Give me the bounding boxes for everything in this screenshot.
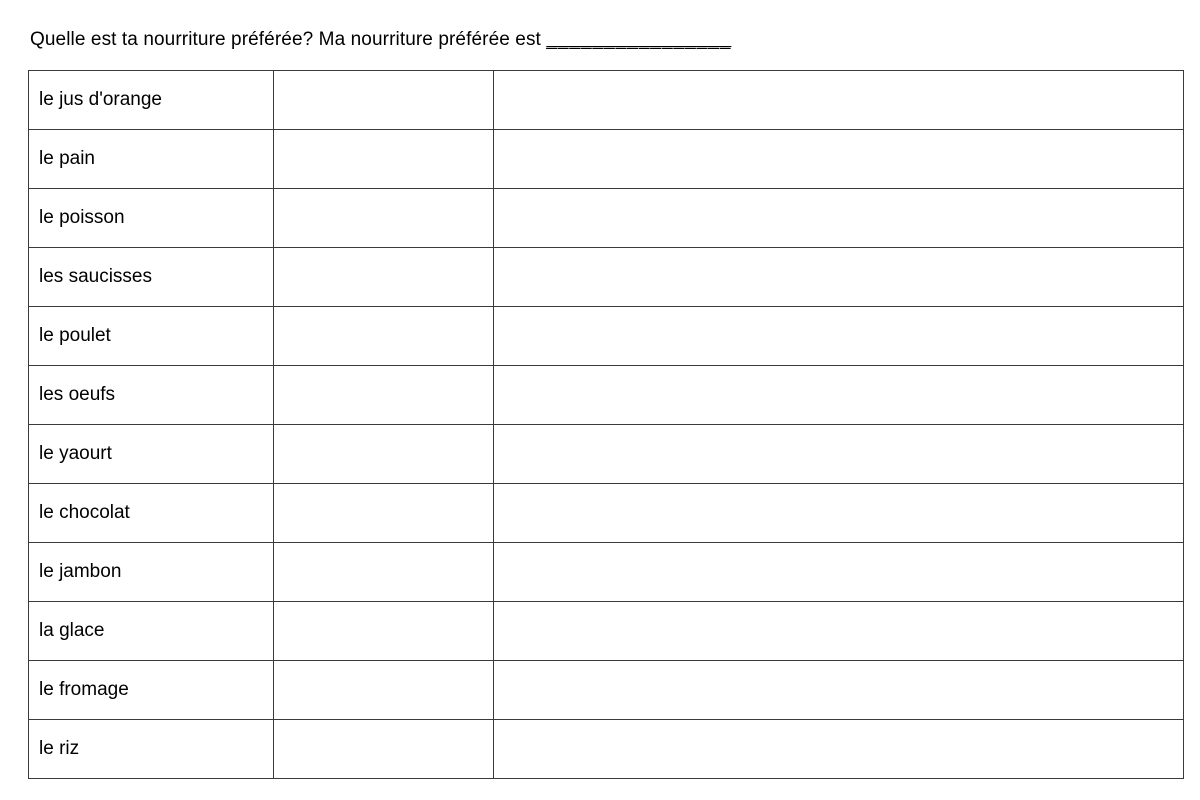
notes-cell[interactable]	[494, 425, 1184, 484]
table-row	[29, 484, 1184, 543]
food-label-cell: le fromage	[29, 661, 274, 720]
table-row	[29, 189, 1184, 248]
table-row	[29, 543, 1184, 602]
food-label-cell: le poulet	[29, 307, 274, 366]
prompt-line	[30, 28, 731, 52]
table-row	[29, 720, 1184, 779]
food-label-cell: le jambon	[29, 543, 274, 602]
food-label-cell: le jus d'orange	[29, 71, 274, 130]
table-row	[29, 71, 1184, 130]
food-label-cell: le poisson	[29, 189, 274, 248]
tally-cell[interactable]	[274, 130, 494, 189]
tally-cell[interactable]	[274, 602, 494, 661]
tally-cell[interactable]	[274, 425, 494, 484]
tally-cell[interactable]	[274, 71, 494, 130]
notes-cell[interactable]	[494, 71, 1184, 130]
tally-cell[interactable]	[274, 366, 494, 425]
notes-cell[interactable]	[494, 130, 1184, 189]
tally-cell[interactable]	[274, 543, 494, 602]
tally-cell[interactable]	[274, 189, 494, 248]
food-label-cell: les oeufs	[29, 366, 274, 425]
notes-cell[interactable]	[494, 484, 1184, 543]
prompt-blank: ________________	[546, 29, 732, 50]
table-row	[29, 661, 1184, 720]
notes-cell[interactable]	[494, 720, 1184, 779]
table-row	[29, 366, 1184, 425]
food-survey-table	[28, 70, 1184, 779]
food-label-cell: le pain	[29, 130, 274, 189]
table-body	[29, 71, 1184, 779]
notes-cell[interactable]	[494, 661, 1184, 720]
food-label-cell: le riz	[29, 720, 274, 779]
notes-cell[interactable]	[494, 366, 1184, 425]
food-label-cell: la glace	[29, 602, 274, 661]
notes-cell[interactable]	[494, 602, 1184, 661]
table-row	[29, 248, 1184, 307]
table-row	[29, 602, 1184, 661]
table-row	[29, 130, 1184, 189]
food-label-cell: les saucisses	[29, 248, 274, 307]
tally-cell[interactable]	[274, 248, 494, 307]
prompt-question: Quelle est ta nourriture préférée?	[30, 29, 314, 50]
tally-cell[interactable]	[274, 661, 494, 720]
table-row	[29, 425, 1184, 484]
notes-cell[interactable]	[494, 543, 1184, 602]
notes-cell[interactable]	[494, 307, 1184, 366]
table-row	[29, 307, 1184, 366]
notes-cell[interactable]	[494, 248, 1184, 307]
food-label-cell: le chocolat	[29, 484, 274, 543]
prompt-answer-stem: Ma nourriture préférée est	[318, 29, 541, 50]
food-label-cell: le yaourt	[29, 425, 274, 484]
tally-cell[interactable]	[274, 307, 494, 366]
tally-cell[interactable]	[274, 720, 494, 779]
tally-cell[interactable]	[274, 484, 494, 543]
notes-cell[interactable]	[494, 189, 1184, 248]
